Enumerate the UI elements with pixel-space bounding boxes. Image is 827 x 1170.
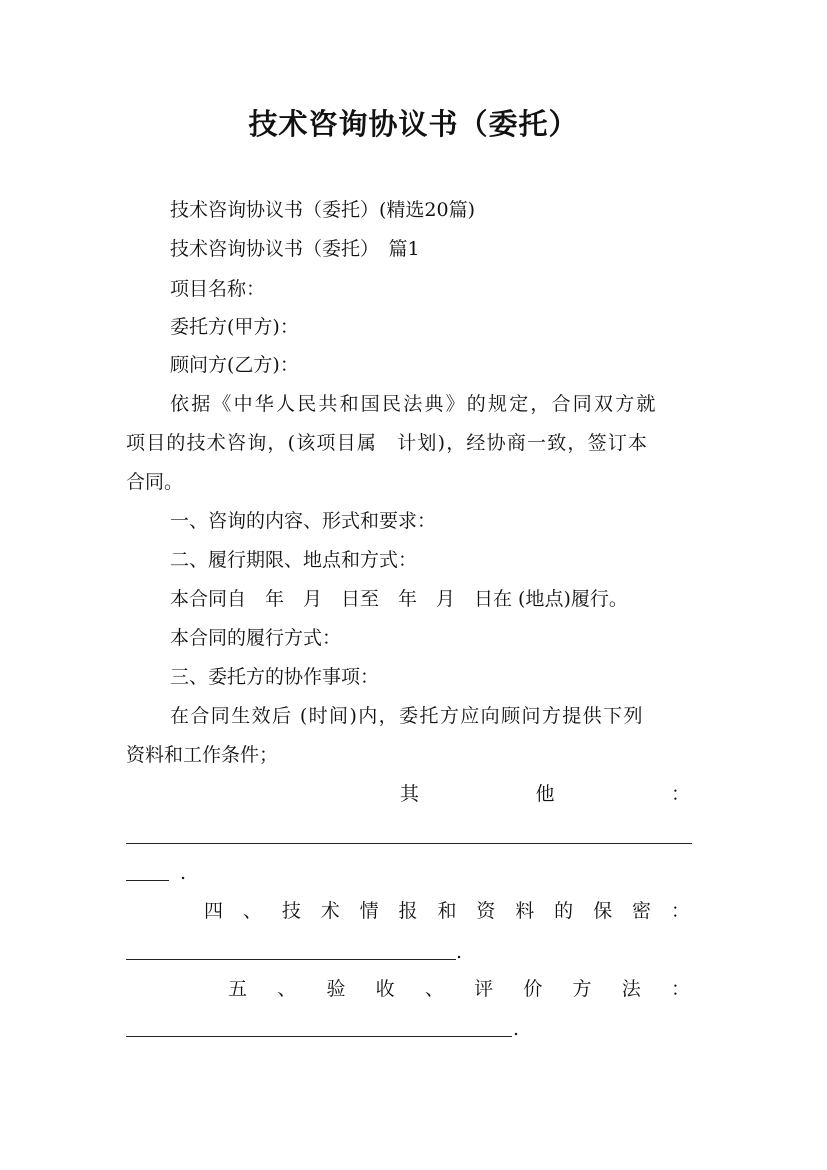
other-period: .	[180, 862, 187, 884]
other-char: ：	[670, 783, 690, 805]
section-heading: 技术咨询协议书（委托） 篇1	[170, 238, 420, 260]
section-4-char: 技	[281, 900, 301, 922]
section-5-char: 价	[523, 978, 543, 1000]
section-4-char: 术	[320, 900, 340, 922]
blank-line	[126, 843, 692, 844]
section-4-char: 密	[631, 900, 651, 922]
blank-line	[126, 880, 169, 881]
cooperation-line-2: 资料和工作条件；	[126, 744, 279, 766]
client-field: 委托方(甲方)：	[170, 316, 299, 338]
section-4-char: 料	[515, 900, 535, 922]
other-char: 其	[400, 783, 420, 805]
section-4-char: 和	[437, 900, 457, 922]
section-5-char: 收	[375, 978, 395, 1000]
section-4-char: 保	[593, 900, 613, 922]
section-4-char: 报	[398, 900, 418, 922]
section-5-char: 、	[277, 978, 297, 1000]
section-5-char: 评	[474, 978, 494, 1000]
section-5-char: 、	[424, 978, 444, 1000]
section-4-heading	[204, 902, 690, 921]
section-4-period: .	[456, 941, 463, 963]
section-4-char: 四	[204, 900, 224, 922]
section-5-char: 验	[326, 978, 346, 1000]
section-3-heading: 三、委托方的协作事项：	[170, 666, 380, 688]
preamble-line-1: 依据《中华人民共和国民法典》的规定，合同双方就	[170, 393, 658, 415]
blank-line	[126, 1036, 512, 1037]
preamble-line-3: 合同。	[126, 471, 184, 493]
section-4-char: ：	[670, 900, 690, 922]
section-5-char: 方	[572, 978, 592, 1000]
consultant-field: 顾问方(乙方)：	[170, 354, 299, 376]
section-5-char: 五	[228, 978, 248, 1000]
section-5-heading	[228, 980, 690, 999]
section-1-heading: 一、咨询的内容、形式和要求：	[170, 510, 437, 532]
other-heading	[400, 785, 690, 804]
section-5-char: 法	[621, 978, 641, 1000]
preamble-line-2: 项目的技术咨询，(该项目属 计划)，经协商一致，签订本	[126, 432, 649, 454]
project-name-field: 项目名称：	[170, 278, 266, 300]
section-4-char: 的	[554, 900, 574, 922]
section-5-period: .	[513, 1018, 520, 1040]
section-2-heading: 二、履行期限、地点和方式：	[170, 549, 418, 571]
blank-line	[126, 959, 456, 960]
cooperation-line-1: 在合同生效后 (时间)内，委托方应向顾问方提供下列	[170, 705, 644, 727]
document-title: 技术咨询协议书（委托）	[248, 107, 579, 141]
section-4-char: 、	[242, 900, 262, 922]
section-4-char: 资	[476, 900, 496, 922]
term-line: 本合同自 年 月 日至 年 月 日在 (地点)履行。	[170, 588, 628, 610]
section-5-char: ：	[670, 978, 690, 1000]
other-char: 他	[535, 783, 555, 805]
section-4-char: 情	[359, 900, 379, 922]
document-subtitle: 技术咨询协议书（委托）(精选20篇)	[170, 199, 476, 221]
method-line: 本合同的履行方式：	[170, 627, 342, 649]
